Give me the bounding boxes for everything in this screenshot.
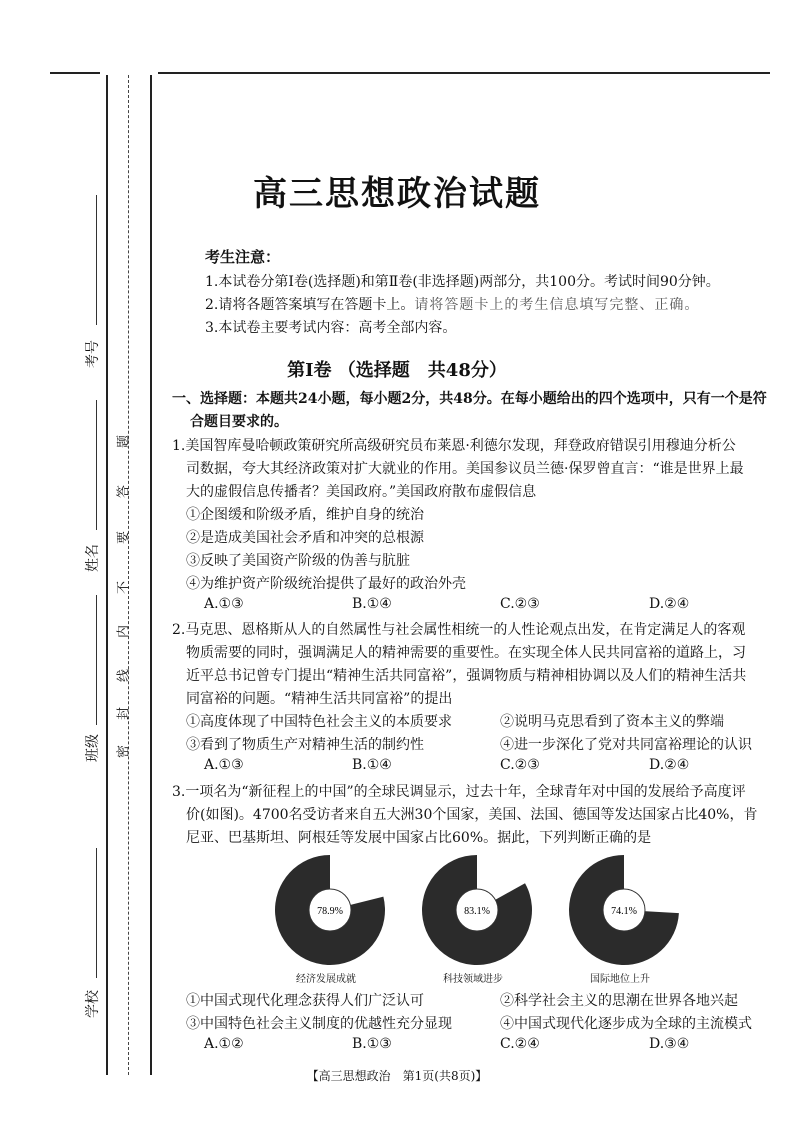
pie-value-label: 74.1%: [611, 906, 637, 917]
q2-option-c[interactable]: C.②③: [500, 757, 540, 773]
xuexiao-label: 学校: [85, 990, 101, 1018]
notice-item: 1.本试卷分第Ⅰ卷(选择题)和第Ⅱ卷(非选择题)两部分，共100分。考试时间90分钟。: [205, 274, 720, 290]
instructions-line: 一、选择题：本题共24小题，每小题2分，共48分。在每小题给出的四个选项中，只有一个是符: [172, 391, 767, 407]
xingming-label: 姓名: [85, 544, 101, 572]
q3-option-b[interactable]: B.①③: [352, 1036, 392, 1052]
instructions-line: 合题目要求的。: [190, 414, 288, 430]
q2-statement: ②说明马克思看到了资本主义的弊端: [500, 714, 724, 730]
binding-dashed-line: [128, 75, 129, 1075]
seal-char: 封: [116, 707, 132, 721]
q3-statement: ④中国式现代化逐步成为全球的主流模式: [500, 1016, 752, 1032]
pie-caption: 科技领域进步: [443, 974, 503, 985]
q1-option-b[interactable]: B.①④: [352, 596, 392, 612]
pie-value-label: 83.1%: [464, 906, 490, 917]
seal-char: 要: [116, 531, 132, 545]
q1-option-a[interactable]: A.①③: [204, 596, 244, 612]
q3-statement: ①中国式现代化理念获得人们广泛认可: [186, 993, 424, 1009]
q2-option-a[interactable]: A.①③: [204, 757, 244, 773]
q2-stem: 2.马克思、恩格斯从人的自然属性与社会属性相统一的人性论观点出发，在肯定满足人的客观: [172, 622, 746, 638]
pie-caption: 国际地位上升: [590, 974, 650, 985]
pie-charts: [270, 852, 690, 970]
q1-statement: ③反映了美国资产阶级的伪善与肮脏: [186, 553, 410, 569]
q1-option-c[interactable]: C.②③: [500, 596, 540, 612]
notice-item-text: 2.请将各题答案填写在答题卡上。: [205, 297, 415, 313]
banji-field[interactable]: [96, 595, 97, 725]
notice-heading: 考生注意：: [205, 248, 281, 266]
top-rule: [50, 72, 100, 74]
q2-stem: 物质需要的同时，强调满足人的精神需要的重要性。在实现全体人民共同富裕的道路上，习: [186, 645, 746, 661]
q1-stem: 大的虚假信息传播者？美国政府。”美国政府散布虚假信息: [186, 484, 537, 500]
seal-char: 不: [116, 581, 132, 595]
q3-stem: 尼亚、巴基斯坦、阿根廷等发展中国家占比60%。据此，下列判断正确的是: [186, 830, 652, 846]
q3-stem: 价(如图)。4700名受访者来自五大洲30个国家，美国、法国、德国等发达国家占比40%，肯: [186, 807, 758, 823]
xingming-field[interactable]: [96, 400, 97, 530]
top-rule: [158, 72, 770, 74]
pie-value-label: 78.9%: [317, 906, 343, 917]
binding-line: [106, 75, 108, 1075]
seal-char: 线: [116, 669, 132, 683]
q2-option-b[interactable]: B.①④: [352, 757, 392, 773]
q2-stem: 近平总书记曾专门提出“精神生活共同富裕”，强调物质与精神相协调以及人们的精神生活共: [186, 668, 747, 684]
q2-stem: 同富裕的问题。“精神生活共同富裕”的提出: [186, 691, 453, 707]
page-title: 高三思想政治试题: [253, 174, 541, 214]
q1-statement: ①企图缓和阶级矛盾，维护自身的统治: [186, 507, 424, 523]
q3-statement: ③中国特色社会主义制度的优越性充分显现: [186, 1016, 452, 1032]
seal-char: 密: [116, 745, 132, 759]
q2-statement: ①高度体现了中国特色社会主义的本质要求: [186, 714, 452, 730]
q1-statement: ②是造成美国社会矛盾和冲突的总根源: [186, 530, 424, 546]
q3-option-c[interactable]: C.②④: [500, 1036, 540, 1052]
seal-char: 答: [116, 485, 132, 499]
q1-stem: 司数据，夸大其经济政策对扩大就业的作用。美国参议员兰德·保罗曾直言：“谁是世界上最: [186, 461, 744, 477]
q3-option-a[interactable]: A.①②: [204, 1036, 244, 1052]
pie-caption: 经济发展成就: [296, 974, 356, 985]
notice-item: 3.本试卷主要考试内容：高考全部内容。: [205, 320, 457, 336]
seal-char: 内: [116, 625, 132, 639]
q1-option-d[interactable]: D.②④: [649, 596, 690, 612]
q2-statement: ④进一步深化了党对共同富裕理论的认识: [500, 737, 752, 753]
kaohao-label: 考号: [85, 340, 101, 368]
notice-item: [205, 294, 699, 314]
q1-statement: ④为维护资产阶级统治提供了最好的政治外壳: [186, 576, 466, 592]
notice-item-faded: 请将答题卡上的考生信息填写完整、正确。: [414, 297, 700, 313]
q2-statement: ③看到了物质生产对精神生活的制约性: [186, 737, 424, 753]
q1-stem: 1.美国智库曼哈顿政策研究所高级研究员布莱恩·利德尔发现，拜登政府错误引用穆迪分析公: [172, 438, 736, 454]
q2-option-d[interactable]: D.②④: [649, 757, 690, 773]
page-footer: 【高三思想政治 第1页(共8页)】: [306, 1069, 488, 1083]
q3-stem: 3.一项名为“新征程上的中国”的全球民调显示，过去十年，全球青年对中国的发展给予高度评: [172, 784, 746, 800]
binding-line: [150, 75, 152, 1075]
xuexiao-field[interactable]: [96, 848, 97, 978]
section-title: 第Ⅰ卷 （选择题 共48分）: [287, 360, 507, 381]
q3-option-d[interactable]: D.③④: [649, 1036, 690, 1052]
banji-label: 班级: [85, 734, 101, 762]
seal-char: 题: [116, 435, 132, 449]
q3-statement: ②科学社会主义的思潮在世界各地兴起: [500, 993, 738, 1009]
